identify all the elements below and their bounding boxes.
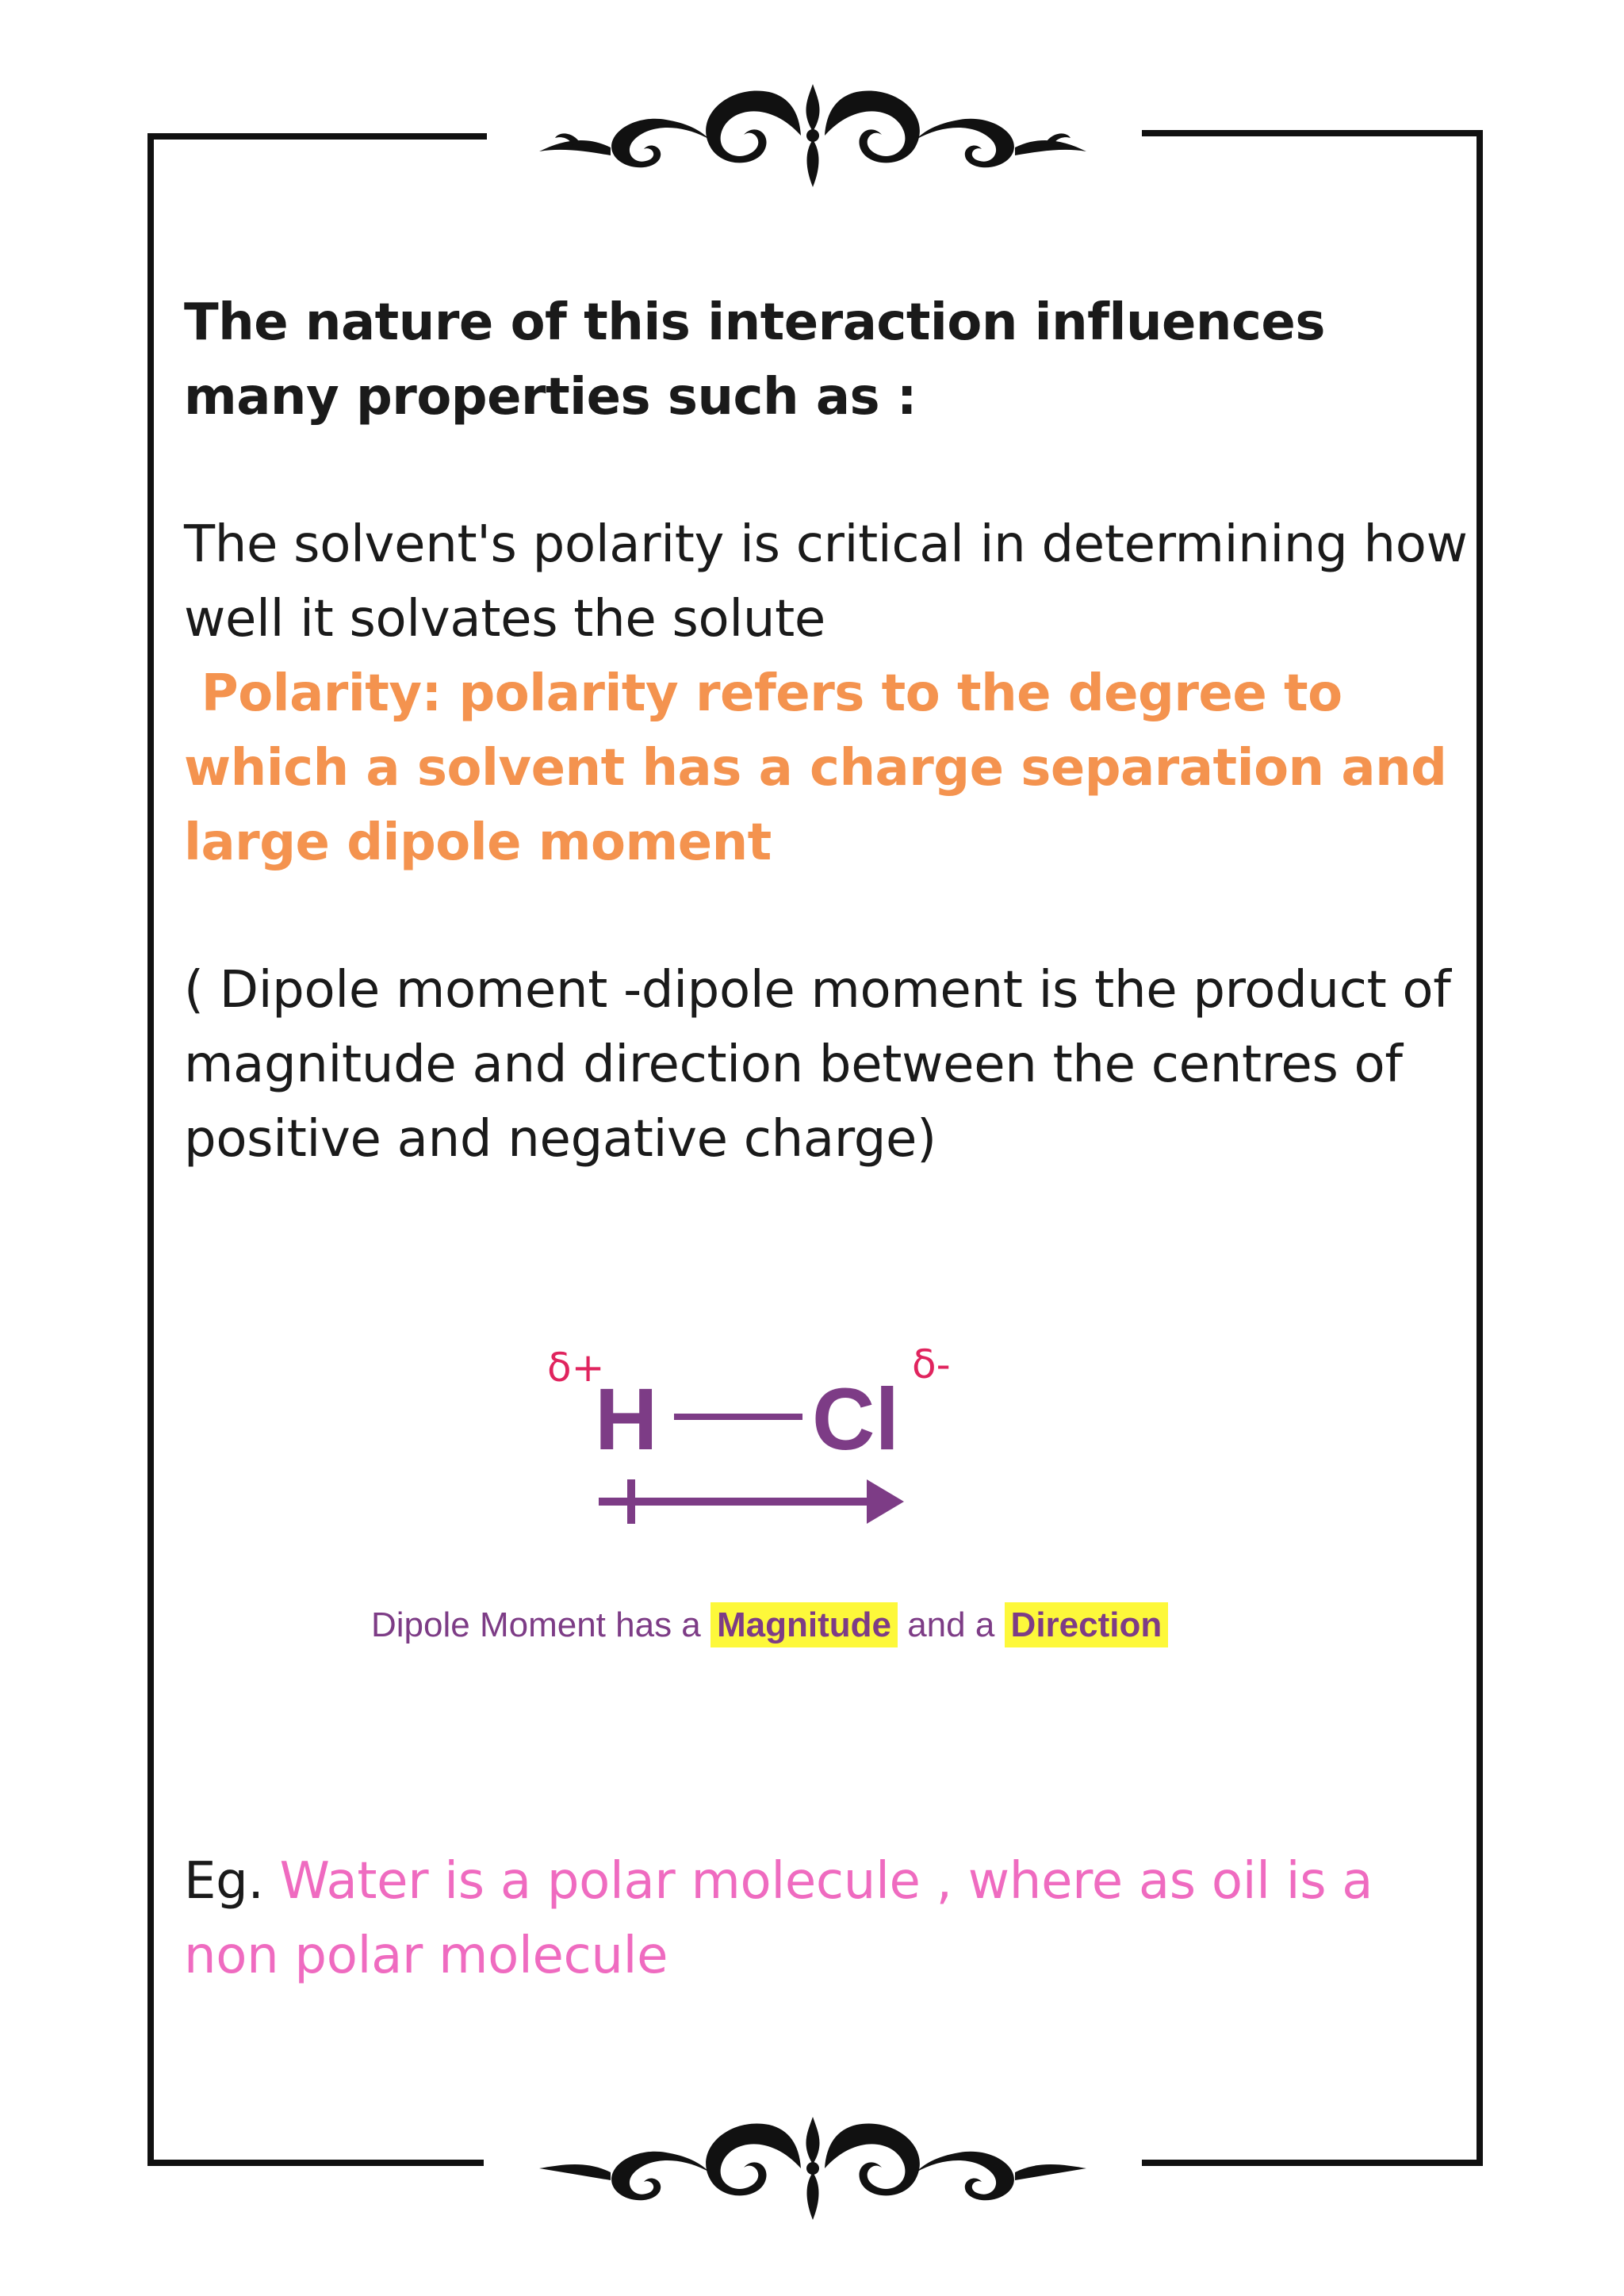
dipole-caption <box>371 1595 1168 1655</box>
caption-direction: Direction <box>1005 1602 1169 1647</box>
caption-magnitude: Magnitude <box>710 1602 898 1647</box>
caption-prefix: Dipole Moment has a <box>371 1605 710 1644</box>
polarity-definition: Polarity: polarity refers to the degree to which a solvent has a charge separation and large dipole moment <box>184 664 1465 872</box>
dipole-arrow-head <box>867 1479 904 1524</box>
caption-middle: and a <box>897 1605 1005 1644</box>
example-text: Water is a polar molecule , where as oil is a non polar molecule <box>184 1852 1373 1985</box>
bond-line <box>674 1414 802 1420</box>
dipole-arrow-shaft <box>599 1498 892 1506</box>
frame-left-line <box>147 133 154 2164</box>
frame-top-left-line <box>147 133 487 140</box>
frame-bottom-right-line <box>1142 2160 1483 2166</box>
delta-plus-label: δ+ <box>547 1345 605 1391</box>
frame-right-line <box>1477 130 1483 2164</box>
example-prefix: Eg. <box>184 1852 280 1911</box>
frame-top-right-line <box>1142 130 1483 136</box>
polarity-intro-paragraph: The solvent's polarity is critical in determining how well it solvates the solute <box>184 515 1468 649</box>
dipole-moment-note: ( Dipole moment -dipole moment is the product of magnitude and direction between the centres of positive and negative charge) <box>184 961 1451 1169</box>
top-flourish-icon <box>531 76 1094 195</box>
dipole-arrow-cross <box>627 1479 635 1524</box>
frame-bottom-left-line <box>147 2160 484 2166</box>
atom-cl-label: Cl <box>812 1371 899 1468</box>
atom-h-label: H <box>595 1371 658 1468</box>
bottom-flourish-icon <box>531 2109 1094 2228</box>
section-heading: The nature of this interaction influences many properties such as : <box>184 293 1325 427</box>
delta-minus-label: δ- <box>912 1341 951 1387</box>
example-paragraph <box>184 1844 1469 1993</box>
